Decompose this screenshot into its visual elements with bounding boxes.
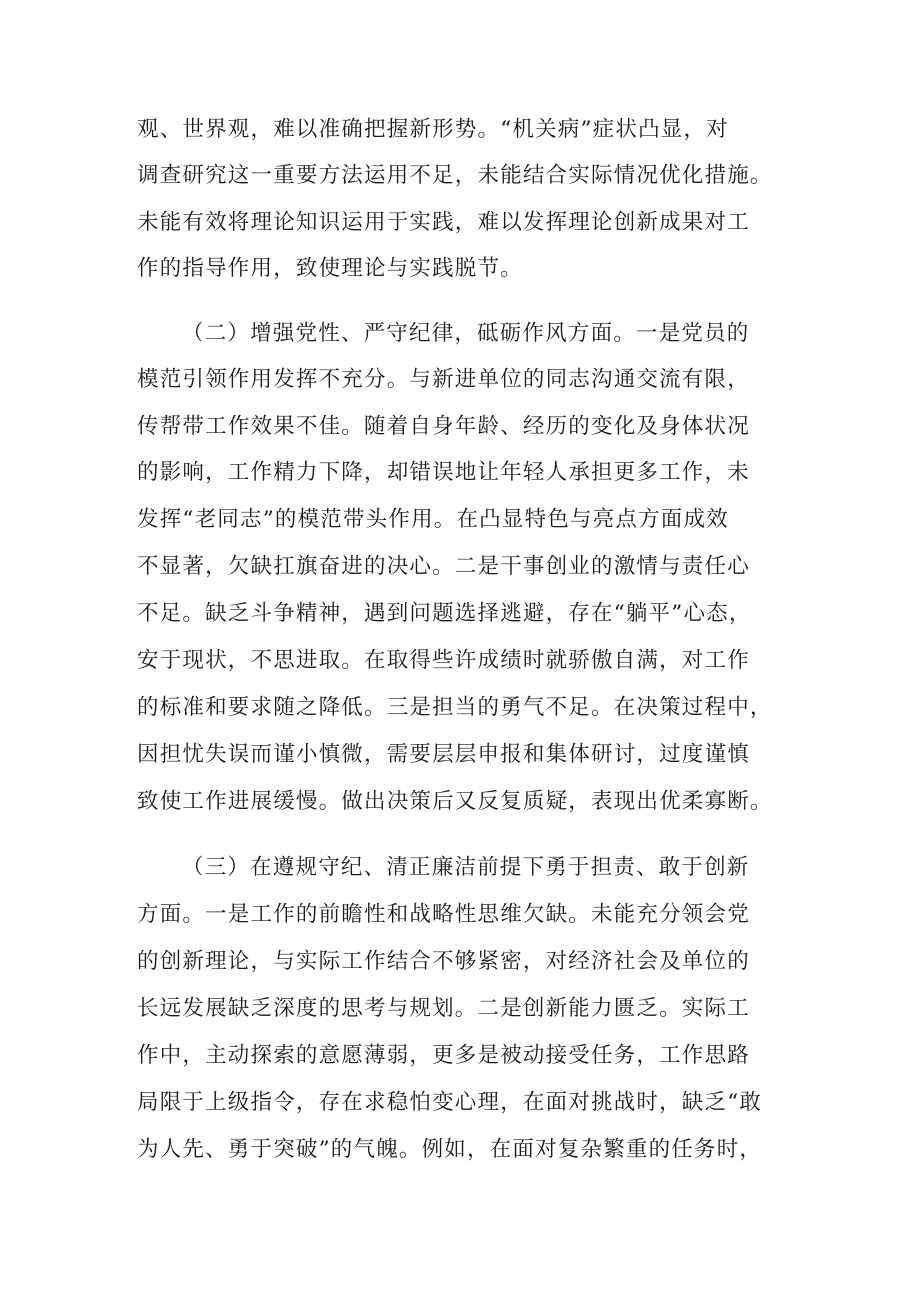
text-line: 长远发展缺乏深度的思考与规划。二是创新能力匮乏。实际工 — [137, 996, 750, 1021]
text-line: 作中，主动探索的意愿薄弱，更多是被动接受任务，工作思路 — [137, 1043, 750, 1068]
text-line: 的影响，工作精力下降，却错误地让年轻人承担更多工作，未 — [137, 460, 750, 485]
text-line: 调查研究这一重要方法运用不足，未能结合实际情况优化措施。 — [137, 163, 773, 188]
text-line: 传帮带工作效果不佳。随着自身年龄、经历的变化及身体状况 — [137, 414, 750, 439]
text-line: 方面。一是工作的前瞻性和战略性思维欠缺。未能充分领会党 — [137, 902, 750, 927]
text-line: 因担忧失误而谨小慎微，需要层层申报和集体研讨，过度谨慎 — [137, 742, 750, 767]
text-line: 的创新理论，与实际工作结合不够紧密，对经济社会及单位的 — [137, 949, 750, 974]
text-line: 不显著，欠缺扛旗奋进的决心。二是干事创业的激情与责任心 — [137, 554, 750, 579]
text-line: 为人先、勇于突破”的气魄。例如，在面对复杂繁重的任务时， — [137, 1137, 763, 1162]
text-line: 未能有效将理论知识运用于实践，难以发挥理论创新成果对工 — [137, 210, 750, 235]
text-line: 局限于上级指令，存在求稳怕变心理，在面对挑战时，缺乏“敢 — [137, 1090, 763, 1115]
text-line: 致使工作进展缓慢。做出决策后又反复质疑，表现出优柔寡断。 — [137, 789, 773, 814]
text-line: 安于现状，不思进取。在取得些许成绩时就骄傲自满，对工作 — [137, 648, 750, 673]
text-line: 发挥“老同志”的模范带头作用。在凸显特色与亮点方面成效 — [137, 507, 729, 532]
paragraph-heading-line: （三）在遵规守纪、清正廉洁前提下勇于担责、敢于创新 — [182, 855, 750, 880]
text-line: 不足。缺乏斗争精神，遇到问题选择逃避，存在“躺平”心态， — [137, 601, 752, 626]
text-line: 模范引领作用发挥不充分。与新进单位的同志沟通交流有限， — [137, 367, 750, 392]
text-line: 作的指导作用，致使理论与实践脱节。 — [137, 256, 523, 281]
text-line: 的标准和要求随之降低。三是担当的勇气不足。在决策过程中， — [137, 695, 773, 720]
text-line: 观、世界观，难以准确把握新形势。“机关病”症状凸显，对 — [137, 117, 729, 142]
paragraph-heading-line: （二）增强党性、严守纪律，砥砺作风方面。一是党员的 — [182, 321, 750, 346]
